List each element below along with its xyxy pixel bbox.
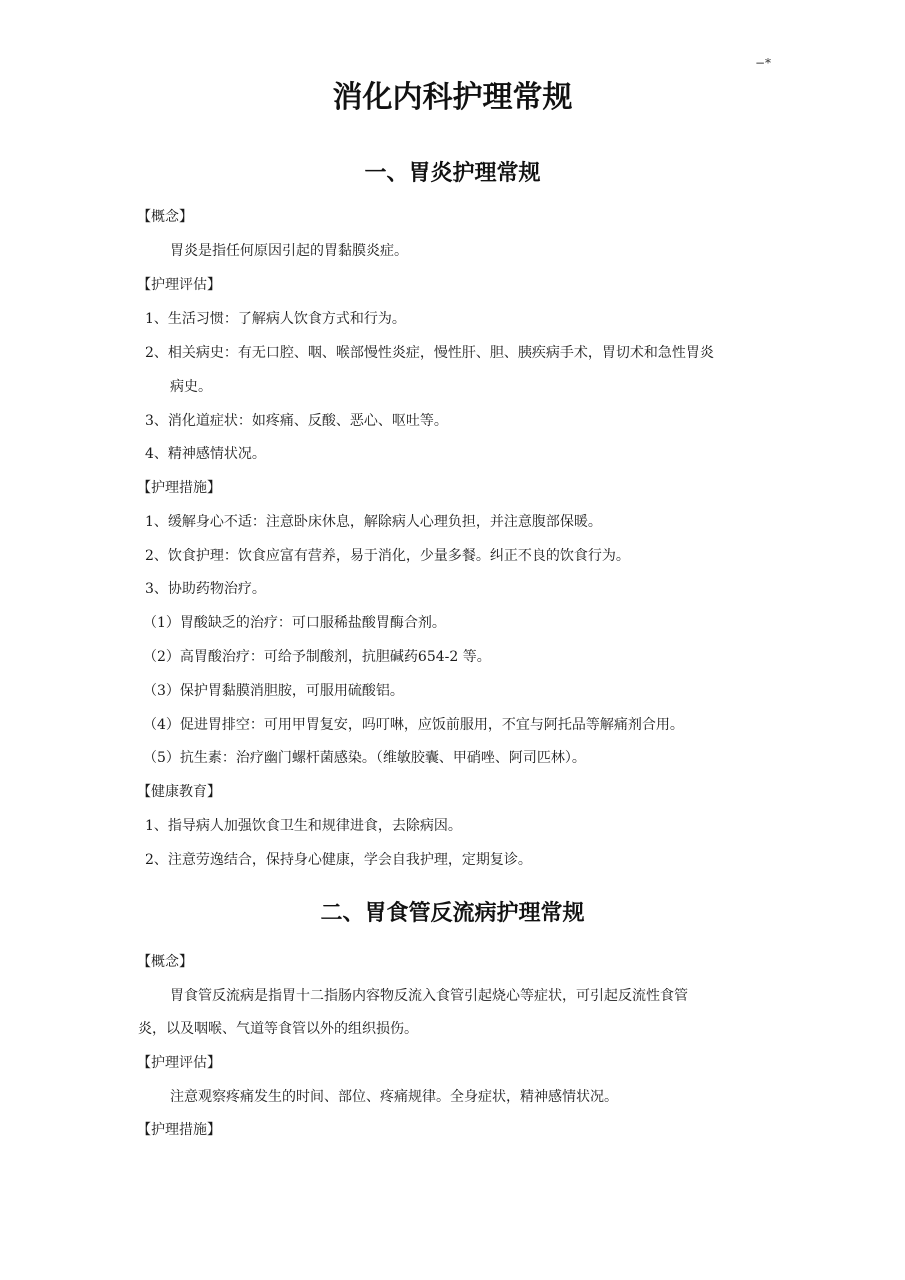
- assessment-item: 3、消化道症状：如疼痛、反酸、恶心、呕吐等。: [145, 413, 448, 429]
- measures-subitem: （2）高胃酸治疗：可给予制酸剂，抗胆碱药654-2 等。: [143, 649, 491, 665]
- measures-subitem: （1）胃酸缺乏的治疗：可口服稀盐酸胃酶合剂。: [143, 615, 446, 631]
- heading-measures: 【护理措施】: [137, 1122, 221, 1138]
- concept-text-continuation: 炎，以及咽喉、气道等食管以外的组织损伤。: [138, 1021, 418, 1037]
- assessment-item: 2、相关病史：有无口腔、咽、喉部慢性炎症，慢性肝、胆、胰疾病手术，胃切术和急性胃炎: [145, 345, 714, 361]
- heading-assessment: 【护理评估】: [137, 277, 221, 293]
- assessment-item: 4、精神感情状况。: [145, 446, 266, 462]
- measures-subitem: （5）抗生素：治疗幽门螺杆菌感染。（维敏胶囊、甲硝唑、阿司匹林）。: [143, 750, 586, 766]
- measures-subitem: （4）促进胃排空：可用甲胃复安，吗叮啉，应饭前服用，不宜与阿托品等解痛剂合用。: [143, 717, 684, 733]
- assessment-text: 注意观察疼痛发生的时间、部位、疼痛规律。全身症状，精神感情状况。: [170, 1089, 618, 1105]
- assessment-item: 1、生活习惯：了解病人饮食方式和行为。: [145, 311, 406, 327]
- section-title-gastritis: 一、胃炎护理常规: [364, 161, 541, 186]
- heading-assessment: 【护理评估】: [137, 1055, 221, 1071]
- measures-item: 3、协助药物治疗。: [145, 581, 266, 597]
- concept-text: 胃食管反流病是指胃十二指肠内容物反流入食管引起烧心等症状，可引起反流性食管: [170, 988, 688, 1004]
- assessment-item-continuation: 病史。: [170, 379, 212, 395]
- page-title: 消化内科护理常规: [332, 80, 573, 115]
- heading-concept: 【概念】: [137, 209, 193, 225]
- heading-education: 【健康教育】: [137, 784, 221, 800]
- measures-item: 1、缓解身心不适：注意卧床休息，解除病人心理负担，并注意腹部保暖。: [145, 514, 602, 530]
- measures-subitem: （3）保护胃黏膜消胆胺，可服用硫酸铝。: [143, 683, 404, 699]
- education-item: 2、注意劳逸结合，保持身心健康，学会自我护理，定期复诊。: [145, 852, 532, 868]
- heading-measures: 【护理措施】: [137, 480, 221, 496]
- measures-item: 2、饮食护理：饮食应富有营养，易于消化，少量多餐。纠正不良的饮食行为。: [145, 548, 630, 564]
- section-title-gerd: 二、胃食管反流病护理常规: [320, 901, 585, 926]
- concept-text: 胃炎是指任何原因引起的胃黏膜炎症。: [170, 243, 408, 259]
- page-mark: −*: [755, 56, 772, 70]
- heading-concept: 【概念】: [137, 954, 193, 970]
- education-item: 1、指导病人加强饮食卫生和规律进食，去除病因。: [145, 818, 462, 834]
